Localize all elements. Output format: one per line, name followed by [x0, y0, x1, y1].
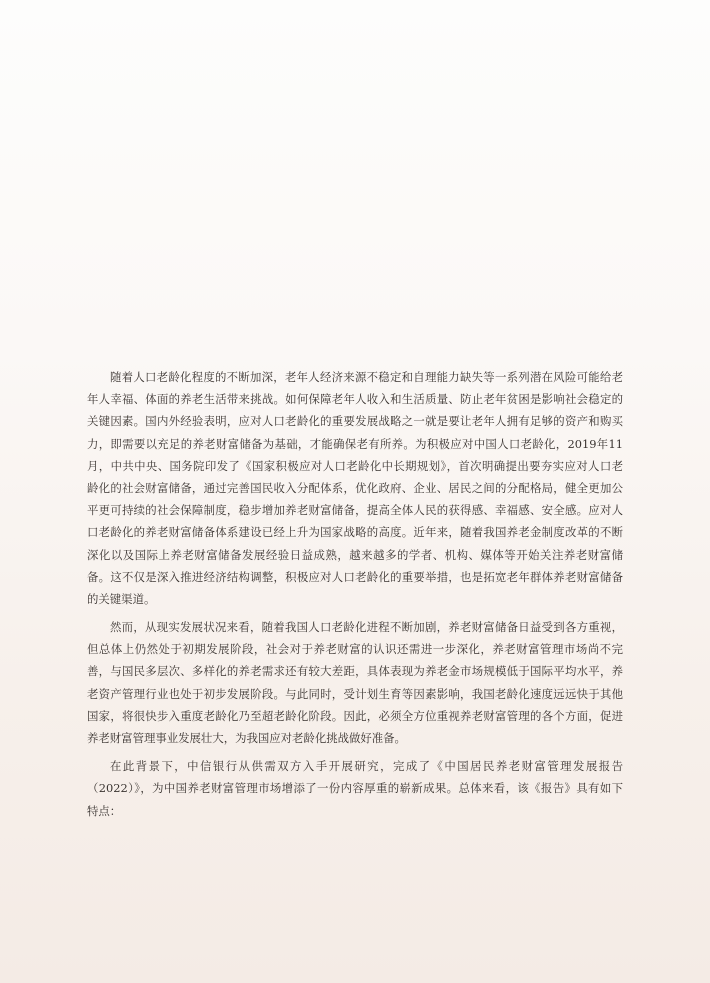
paragraph-1 [87, 366, 623, 610]
text-line: 年人幸福、体面的养老生活带来挑战。如何保障老年人收入和生活质量、防止老年贫困是影响社会稳定的 [87, 392, 623, 407]
text-line: 老资产管理行业也处于初步发展阶段。与此同时，受计划生育等因素影响，我国老龄化速度远远快于其他 [87, 686, 623, 701]
text-line: 龄化的社会财富储备，通过完善国民收入分配体系，优化政府、企业、居民之间的分配格局，健全更加公 [87, 480, 623, 495]
text-line: 但总体上仍然处于初期发展阶段，社会对于养老财富的认识还需进一步深化，养老财富管理市场尚不完 [87, 642, 623, 657]
text-line: 养老财富管理事业发展壮大，为我国应对老龄化挑战做好准备。 [87, 731, 406, 745]
text-line: 在此背景下，中信银行从供需双方入手开展研究，完成了《中国居民养老财富管理发展报告 [110, 759, 623, 774]
text-line: 口老龄化的养老财富储备体系建设已经上升为国家战略的高度。近年来，随着我国养老金制度改革的不断 [87, 525, 623, 540]
paragraph-2 [87, 616, 623, 749]
document-body [87, 366, 623, 828]
text-line: 的关键渠道。 [87, 591, 156, 606]
text-line: 深化以及国际上养老财富储备发展经验日益成熟，越来越多的学者、机构、媒体等开始关注养老财富储 [87, 547, 623, 562]
text-line: 平更可持续的社会保障制度，稳步增加养老财富储备，提高全体人民的获得感、幸福感、安全感。应对人 [87, 503, 623, 518]
text-line: 备。这不仅是深入推进经济结构调整，积极应对人口老龄化的重要举措，也是拓宽老年群体养老财富储备 [87, 569, 623, 584]
text-line: 力，即需要以充足的养老财富储备为基础，才能确保老有所养。为积极应对中国人口老龄化，2019年11 [87, 436, 623, 451]
paragraph-3 [87, 755, 623, 822]
text-line: 特点： [87, 803, 122, 818]
text-line: 国家，将很快步入重度老龄化乃至超老龄化阶段。因此，必须全方位重视养老财富管理的各个方面，促进 [87, 708, 623, 723]
text-line: 月，中共中央、国务院印发了《国家积极应对人口老龄化中长期规划》，首次明确提出要夯实应对人口老 [87, 458, 623, 473]
text-line: 善，与国民多层次、多样化的养老需求还有较大差距，具体表现为养老金市场规模低于国际平均水平，养 [87, 664, 623, 679]
text-line: 关键因素。国内外经验表明，应对人口老龄化的重要发展战略之一就是要让老年人拥有足够的资产和购买 [87, 414, 623, 429]
text-line: 然而，从现实发展状况来看，随着我国人口老龄化进程不断加剧，养老财富储备日益受到各方重视， [110, 620, 623, 635]
text-line: （2022）》，为中国养老财富管理市场增添了一份内容厚重的崭新成果。总体来看，该《报告》具有如下 [87, 781, 623, 796]
text-line: 随着人口老龄化程度的不断加深，老年人经济来源不稳定和自理能力缺失等一系列潜在风险可能给老 [110, 370, 623, 384]
